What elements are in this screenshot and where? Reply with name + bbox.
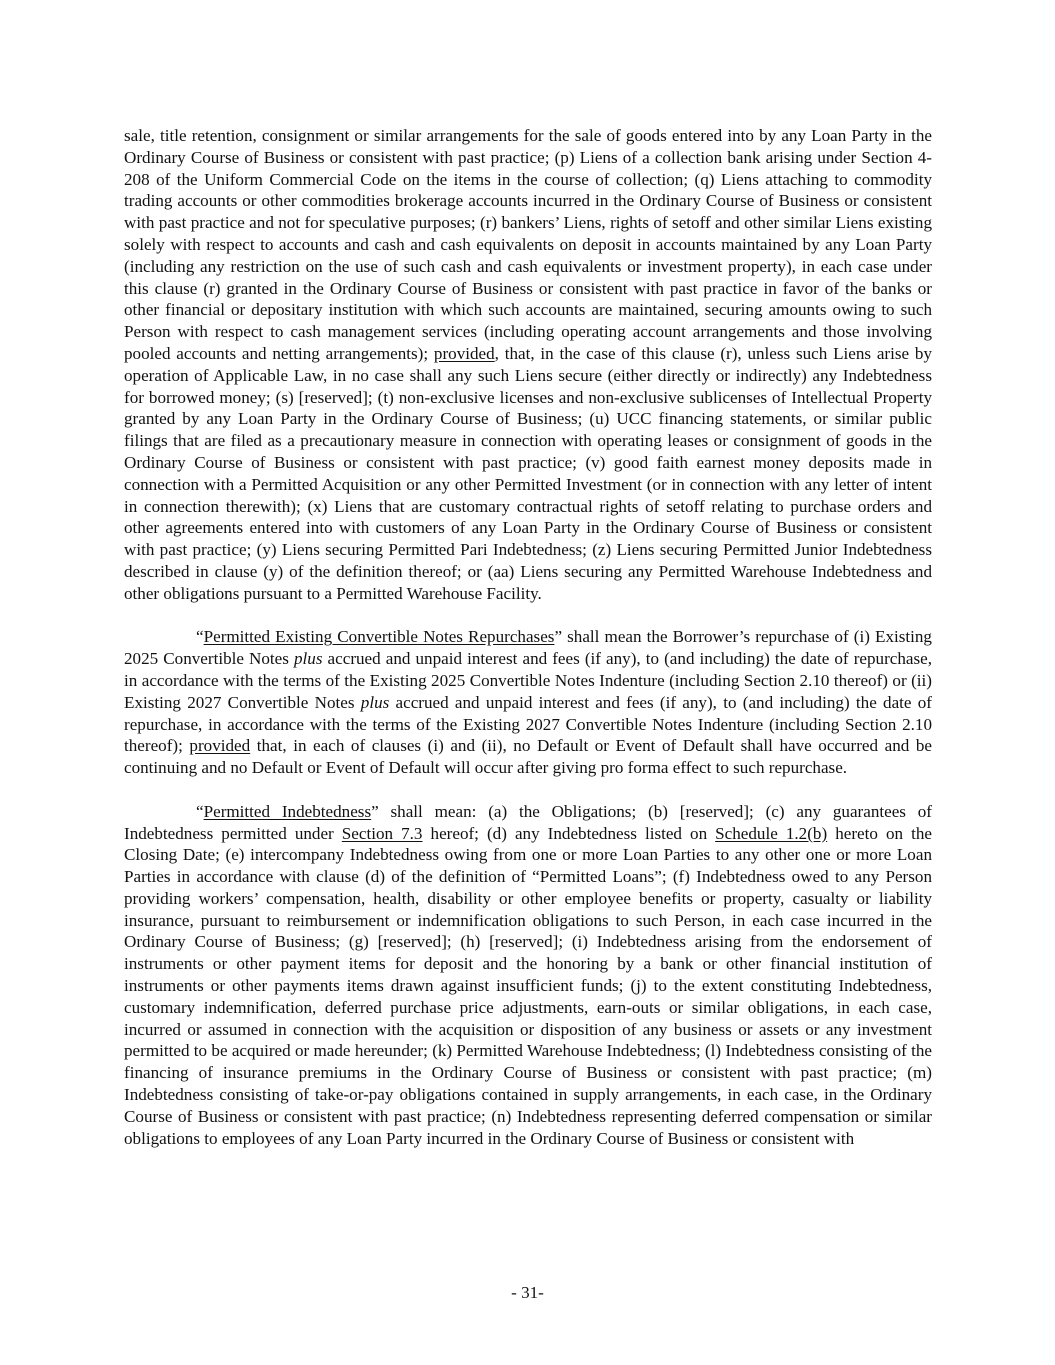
text-run: sale, title retention, consignment or similar arrangements for the sale of goods entered into by any Loan Party in the Ordinary Course of Business or consistent with past practice; (p) Liens of a collection bank arising under Section 4-208 of the Uniform Commercial Code on the items in the course of collection; (q) Liens attaching to commodity trading accounts or other commodities brokerage accounts incurred in the Ordinary Course of Business or consistent with past practice and not for speculative purposes; (r) bankers’ Liens, rights of setoff and other similar Liens existing solely with respect to accounts and cash and cash equivalents on deposit in accounts maintained by any Loan Party (including any restriction on the use of such cash and cash equivalents or investment property), in each case under this clause (r) granted in the Ordinary Course of Business or consistent with past practice in favor of the banks or other financial or depositary institution with which such accounts are maintained, securing amounts owing to such Person with respect to cash management services (including operating account arrangements and those involving pooled accounts and netting arrangements); — [124, 126, 932, 363]
section-reference: Section 7.3 — [341, 823, 423, 843]
defined-term: Permitted Existing Convertible Notes Repurchases — [203, 627, 555, 647]
schedule-reference: Schedule 1.2(b) — [715, 823, 828, 843]
italic-plus: plus — [360, 692, 390, 712]
paragraph-permitted-indebtedness — [124, 801, 932, 1150]
open-quote: “ — [196, 801, 204, 821]
provided-underlined: provided — [189, 736, 251, 756]
text-run: ” shall mean: (a) the Obligations; (b) [reserved]; (c) any guarantees of Indebtedness permitted under — [124, 801, 933, 843]
text-run: accrued and unpaid interest and fees (if any), to (and including) the date of repurchase, in accordance with the terms of the Existing 2027 Convertible Notes Indenture (including Section 2.10 thereof); — [124, 692, 932, 756]
text-run: , that, in the case of this clause (r), unless such Liens arise by operation of Applicable Law, in no case shall any such Liens secure (either directly or indirectly) any Indebtedness for borrowed money; (s) [reserved]; (t) non-exclusive licenses and non-exclusive sublicenses of Intellectual Property granted by any Loan Party in the Ordinary Course of Business; (u) UCC financing statements, or similar public filings that are filed as a precautionary measure in connection with operating leases or consignment of goods in the Ordinary Course of Business or consistent with past practice; (v) good faith earnest money deposits made in connection with a Permitted Acquisition or any other Permitted Investment (or in connection with any letter of intent in connection therewith); (x) Liens that are customary contractual rights of setoff relating to purchase orders and other agreements entered into with customers of any Loan Party in the Ordinary Course of Business or consistent with past practice; (y) Liens securing Permitted Pari Indebtedness; (z) Liens securing Permitted Junior Indebtedness described in clause (y) of the definition thereof; or (aa) Liens securing any Permitted Warehouse Indebtedness and other obligations pursuant to a Permitted Warehouse Facility. — [124, 343, 932, 603]
open-quote: “ — [196, 627, 204, 647]
paragraph-permitted-liens-continued — [124, 125, 932, 605]
text-run: hereto on the Closing Date; (e) intercompany Indebtedness owing from one or more Loan Parties to any other one or more Loan Parties in accordance with clause (d) of the definition of “Permitted Loans”; (f) Indebtedness owed to any Person providing workers’ compensation, health, disability or other employee benefits or property, casualty or liability insurance, pursuant to reimbursement or indemnification obligations to such Person, in each case incurred in the Ordinary Course of Business; (g) [reserved]; (h) [reserved]; (i) Indebtedness arising from the endorsement of instruments or other payment items for deposit and the honoring by a bank or other financial institution of instruments or other payments items drawn against insufficient funds; (j) to the extent constituting Indebtedness, customary indemnification, deferred purchase price adjustments, earn-outs or similar obligations, in each case, incurred or assumed in connection with the acquisition or disposition of any business or assets or any investment permitted to be acquired or made hereunder; (k) Permitted Warehouse Indebtedness; (l) Indebtedness consisting of the financing of insurance premiums in the Ordinary Course of Business or consistent with past practice; (m) Indebtedness consisting of take-or-pay obligations contained in supply arrangements, in each case, in the Ordinary Course of Business or consistent with past practice; (n) Indebtedness representing deferred compensation or similar obligations to employees of any Loan Party incurred in the Ordinary Course of Business or consistent with — [124, 823, 932, 1148]
paragraph-permitted-existing-convertible-notes-repurchases — [124, 626, 932, 779]
document-body — [124, 125, 932, 1171]
defined-term: Permitted Indebtedness — [203, 801, 372, 821]
provided-underlined: provided — [433, 343, 495, 363]
page-number: - 31- — [511, 1283, 544, 1302]
text-run: hereof; (d) any Indebtedness listed on — [422, 823, 716, 843]
text-run: accrued and unpaid interest and fees (if any), to (and including) the date of repurchase, in accordance with the terms of the Existing 2025 Convertible Notes Indenture (including Section 2.10 thereof) or (ii) Existing 2027 Convertible Notes — [124, 649, 932, 712]
italic-plus: plus — [293, 649, 323, 669]
text-run: that, in each of clauses (i) and (ii), no Default or Event of Default shall have occurred and be continuing and no Default or Event of Default will occur after giving pro forma effect to such repurchase. — [124, 736, 932, 778]
text-run: ” shall mean the Borrower’s repurchase of (i) Existing 2025 Convertible Notes — [124, 627, 932, 669]
